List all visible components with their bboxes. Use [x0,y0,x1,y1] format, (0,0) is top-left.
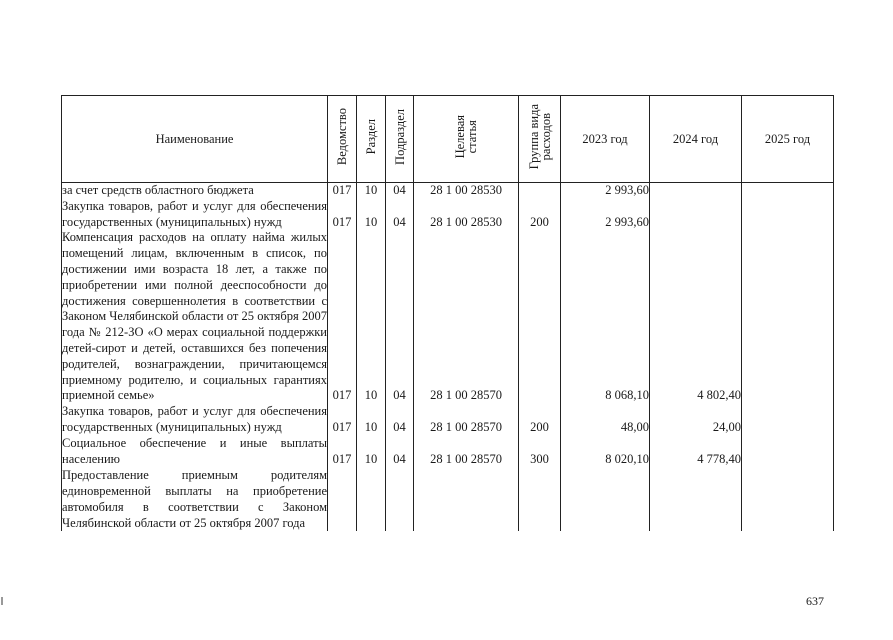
row-2023: 2 993,60 [561,183,650,199]
row-dept: 017 [328,183,357,199]
table-row [62,183,834,199]
row-2025 [742,199,834,231]
page-number: 637 [806,594,824,608]
header-row [62,96,834,183]
row-dept: 017 [328,436,357,468]
row-2025 [742,230,834,404]
row-expense-group: 300 [519,436,561,468]
header-2025: 2025 год [742,96,834,183]
row-2023 [561,467,650,531]
row-2025 [742,436,834,468]
row-name: Предоставление приемным родителям единовременной выплаты на приобретение автомобиля в соответствии с Законом Челябинской области от 25 октября 2007 года [62,468,327,530]
row-2024 [650,183,742,199]
row-section: 10 [357,199,386,231]
row-2025 [742,183,834,199]
row-dept [328,467,357,531]
row-target [414,467,519,531]
row-section: 10 [357,436,386,468]
row-2024 [650,467,742,531]
header-name: Наименование [62,96,328,183]
row-2024: 24,00 [650,404,742,436]
row-dept: 017 [328,230,357,404]
row-expense-group: 200 [519,404,561,436]
row-2024: 4 778,40 [650,436,742,468]
header-section: Раздел [357,96,386,183]
row-target: 28 1 00 28570 [414,404,519,436]
row-name: Закупка товаров, работ и услуг для обеспечения государственных (муниципальных) нужд [62,404,327,434]
row-name: за счет средств областного бюджета [62,183,328,199]
header-subsection: Подраздел [386,96,414,183]
table-row [62,199,834,231]
row-2024 [650,199,742,231]
row-name: Компенсация расходов на оплату найма жилых помещений лицам, включенным в список, по достижении ими возраста 18 лет, а также по приобретении ими полной дееспособности до достижения совершеннолетия в соответствии с Законом Челябинской области от 25 октября 2007 года № 212-ЗО «О мерах социальной поддержки детей-сирот и детей, оставшихся без попечения родителей, вознаграждении, причитающемся приемному родителю, и социальных гарантиях приемной семье» [62,230,327,403]
row-subsection [386,467,414,531]
row-target: 28 1 00 28530 [414,199,519,231]
row-subsection: 04 [386,183,414,199]
row-2025 [742,467,834,531]
header-target: Целевая статья [414,96,519,183]
row-target: 28 1 00 28570 [414,436,519,468]
budget-table [61,95,834,531]
row-dept: 017 [328,199,357,231]
row-expense-group: 200 [519,199,561,231]
row-subsection: 04 [386,404,414,436]
row-target: 28 1 00 28570 [414,230,519,404]
row-name: Социальное обеспечение и иные выплаты населению [62,435,327,466]
row-subsection: 04 [386,199,414,231]
row-section [357,467,386,531]
row-subsection: 04 [386,436,414,468]
table-row [62,436,834,468]
header-2023: 2023 год [561,96,650,183]
row-2023: 8 020,10 [561,436,650,468]
row-2023: 2 993,60 [561,199,650,231]
table-row [62,467,834,531]
header-dept: Ведомство [328,96,357,183]
row-subsection: 04 [386,230,414,404]
row-2023: 48,00 [561,404,650,436]
row-expense-group [519,230,561,404]
row-target: 28 1 00 28530 [414,183,519,199]
row-dept: 017 [328,404,357,436]
row-section: 10 [357,404,386,436]
scan-artifact [1,597,3,605]
row-2023: 8 068,10 [561,230,650,404]
table-row [62,230,834,404]
row-2025 [742,404,834,436]
table-row [62,404,834,436]
header-2024: 2024 год [650,96,742,183]
row-expense-group [519,183,561,199]
row-name: Закупка товаров, работ и услуг для обеспечения государственных (муниципальных) нужд [62,198,327,229]
row-section: 10 [357,183,386,199]
row-2024: 4 802,40 [650,230,742,404]
row-section: 10 [357,230,386,404]
row-expense-group [519,467,561,531]
header-expense-group: Группа вида расходов [519,96,561,183]
